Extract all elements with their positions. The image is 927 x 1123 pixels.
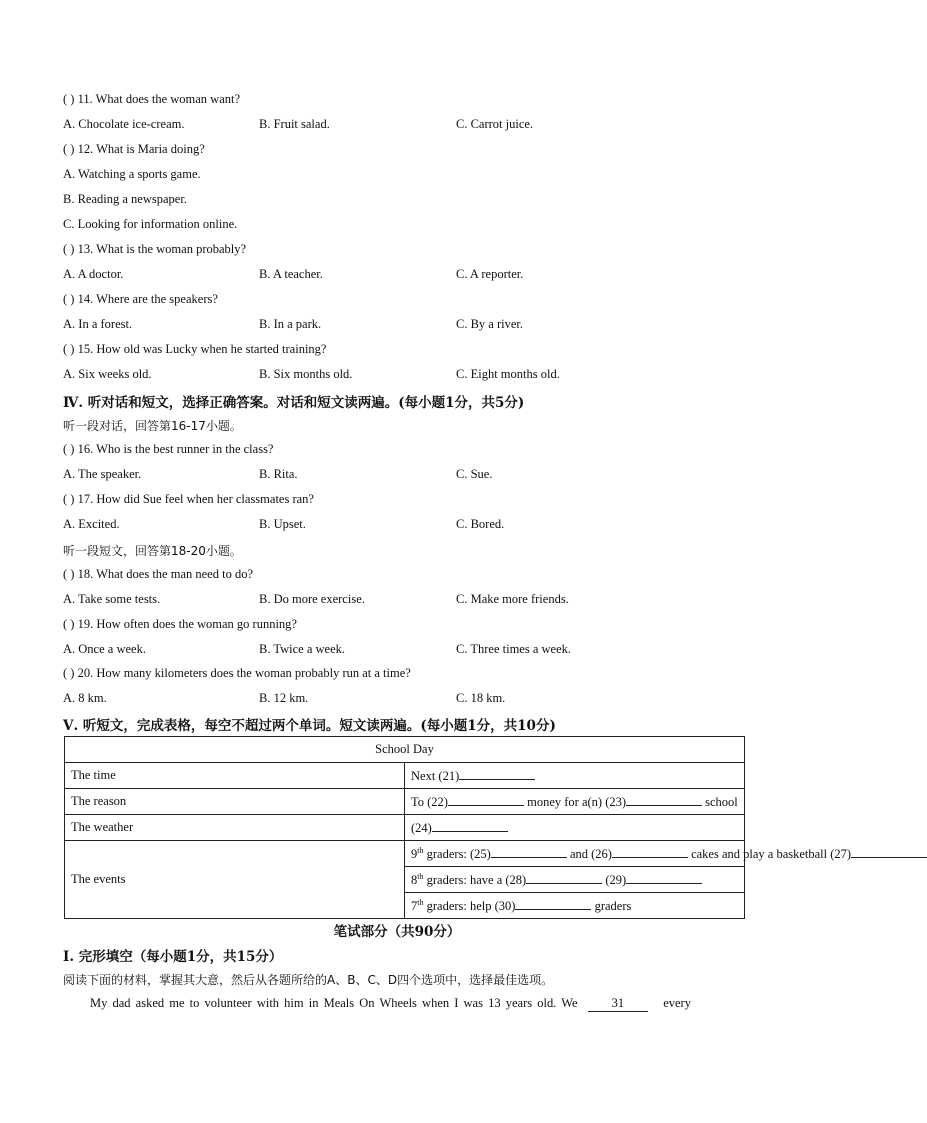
- cell-text: graders: [591, 899, 632, 913]
- answer-blank[interactable]: [626, 793, 702, 806]
- option-a: A. 8 km.: [63, 691, 107, 705]
- option-b: B. 12 km.: [259, 691, 309, 705]
- cell-text: and (26): [566, 847, 612, 861]
- table-row: [65, 789, 745, 815]
- row-content: [405, 893, 745, 919]
- option-a: A. Excited.: [63, 517, 120, 531]
- option-c: C. Looking for information online.: [63, 217, 238, 231]
- question-19: ( ) 19. How often does the woman go running?: [63, 617, 297, 631]
- cell-text: 8: [411, 873, 418, 887]
- ordinal-suffix: th: [417, 871, 424, 881]
- question-18: ( ) 18. What does the man need to do?: [63, 567, 253, 581]
- written-part-title: 笔试部分（共90分）: [333, 924, 461, 940]
- cell-text: cakes and play a basketball (27): [687, 847, 852, 861]
- option-c: C. Three times a week.: [456, 642, 572, 656]
- option-b: B. Reading a newspaper.: [63, 192, 187, 206]
- cell-text: money for a(n) (23): [523, 795, 627, 809]
- option-a: A. Once a week.: [63, 642, 146, 656]
- option-c: C. Bored.: [456, 517, 505, 531]
- option-b: B. Twice a week.: [259, 642, 346, 656]
- row-content: [405, 763, 745, 789]
- option-c: C. Carrot juice.: [456, 117, 534, 131]
- cell-text: Next (21): [411, 769, 460, 783]
- option-c: C. A reporter.: [456, 267, 524, 281]
- cell-text: (29): [602, 873, 627, 887]
- question-11: ( ) 11. What does the woman want?: [63, 92, 241, 106]
- row-content: [405, 841, 852, 867]
- question-17: ( ) 17. How did Sue feel when her classmates ran?: [63, 492, 314, 506]
- answer-blank[interactable]: [526, 871, 602, 884]
- passage-text: [90, 996, 691, 1012]
- option-b: B. Do more exercise.: [259, 592, 365, 606]
- instruction-dialogue: 听一段对话，回答第16-17小题。: [63, 419, 242, 433]
- option-a: A. The speaker.: [63, 467, 142, 481]
- row-content: [405, 789, 745, 815]
- instruction-passage: 听一段短文，回答第18-20小题。: [63, 544, 242, 558]
- row-label: The weather: [65, 815, 405, 841]
- row-label: The events: [65, 841, 405, 919]
- option-b: B. In a park.: [259, 317, 322, 331]
- table-row: [65, 763, 745, 789]
- row-label: The time: [65, 763, 405, 789]
- question-15: ( ) 15. How old was Lucky when he started training?: [63, 342, 327, 356]
- option-c: C. Sue.: [456, 467, 493, 481]
- row-content: [405, 815, 745, 841]
- answer-blank[interactable]: [612, 845, 688, 858]
- passage-end: every: [663, 996, 691, 1010]
- blank-31[interactable]: 31: [588, 996, 648, 1012]
- cell-text: graders: help (30): [423, 899, 516, 913]
- question-16: ( ) 16. Who is the best runner in the class?: [63, 442, 274, 456]
- option-c: C. Make more friends.: [456, 592, 569, 606]
- option-c: C. By a river.: [456, 317, 524, 331]
- option-a: A. A doctor.: [63, 267, 124, 281]
- option-a: A. In a forest.: [63, 317, 133, 331]
- option-b: B. Fruit salad.: [259, 117, 330, 131]
- answer-blank[interactable]: [626, 871, 702, 884]
- answer-blank[interactable]: [459, 767, 535, 780]
- cell-text: school: [702, 795, 738, 809]
- section-heading-part5: Ⅴ. 听短文，完成表格，每空不超过两个单词。短文读两遍。(每小题1分，共10分): [63, 718, 556, 734]
- option-a: A. Six weeks old.: [63, 367, 152, 381]
- passage-start: My dad asked me to volunteer with him in Meals On Wheels when I was 13 years old. We: [90, 996, 578, 1010]
- row-content: [405, 867, 745, 893]
- option-c: C. Eight months old.: [456, 367, 560, 381]
- cell-text: 9: [411, 847, 418, 861]
- option-b: B. Upset.: [259, 517, 306, 531]
- school-day-table: [64, 736, 852, 919]
- cell-text: graders: (25): [423, 847, 491, 861]
- section-heading-cloze: Ⅰ. 完形填空（每小题1分，共15分）: [63, 949, 283, 965]
- cell-text: 7: [411, 899, 418, 913]
- answer-blank[interactable]: [851, 845, 927, 858]
- ordinal-suffix: th: [417, 897, 424, 907]
- answer-blank[interactable]: [448, 793, 524, 806]
- option-b: B. A teacher.: [259, 267, 323, 281]
- question-20: ( ) 20. How many kilometers does the woman probably run at a time?: [63, 666, 411, 680]
- question-13: ( ) 13. What is the woman probably?: [63, 242, 247, 256]
- cloze-instructions: 阅读下面的材料，掌握其大意，然后从各题所给的A、B、C、D四个选项中，选择最佳选项。: [63, 973, 554, 987]
- option-a: A. Take some tests.: [63, 592, 161, 606]
- cell-text: graders: have a (28): [423, 873, 527, 887]
- answer-blank[interactable]: [491, 845, 567, 858]
- table-row: [65, 815, 745, 841]
- table-title: School Day: [65, 737, 745, 763]
- answer-blank[interactable]: [515, 897, 591, 910]
- row-label: The reason: [65, 789, 405, 815]
- cell-text: To (22): [411, 795, 448, 809]
- table-row: [65, 841, 745, 867]
- option-b: B. Six months old.: [259, 367, 353, 381]
- ordinal-suffix: th: [417, 845, 424, 855]
- cell-text: (24): [411, 821, 432, 835]
- option-a: A. Chocolate ice-cream.: [63, 117, 185, 131]
- option-b: B. Rita.: [259, 467, 298, 481]
- section-heading-part4: Ⅳ. 听对话和短文，选择正确答案。对话和短文读两遍。(每小题1分，共5分): [63, 395, 525, 411]
- answer-blank[interactable]: [432, 819, 508, 832]
- question-14: ( ) 14. Where are the speakers?: [63, 292, 218, 306]
- option-a: A. Watching a sports game.: [63, 167, 201, 181]
- option-c: C. 18 km.: [456, 691, 506, 705]
- question-12: ( ) 12. What is Maria doing?: [63, 142, 205, 156]
